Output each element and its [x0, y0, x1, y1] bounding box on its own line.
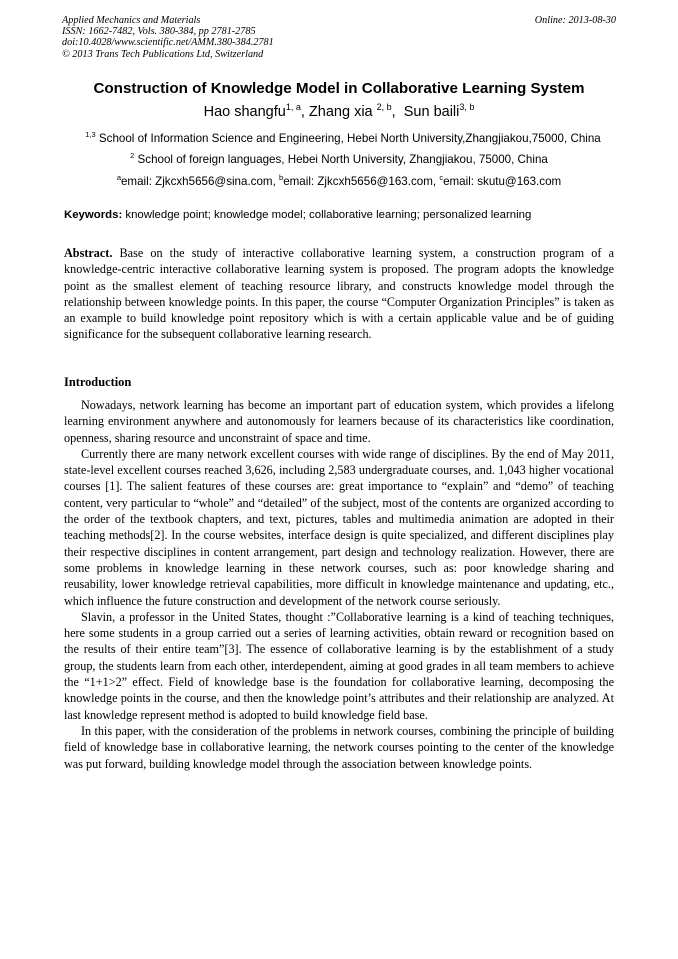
- affiliation-superscript: 1,3: [85, 130, 96, 139]
- email-line: [0, 175, 678, 188]
- introduction-body: [64, 397, 614, 772]
- email-superscript: b: [279, 173, 284, 182]
- keywords-label: Keywords:: [64, 209, 123, 221]
- keywords: [64, 209, 624, 221]
- online-date: Online: 2013-08-30: [534, 15, 616, 26]
- author-separator: ,: [391, 104, 404, 120]
- abstract-label: Abstract.: [64, 246, 113, 260]
- email-superscript: a: [116, 173, 121, 182]
- paragraph: Slavin, a professor in the United States, thought :”Collaborative learning is a kind of teaching techniques, here some students in a group carried out a series of learning activities, obtain reward or recognition based on the results of their entire team”[3]. The essence of collaborative learning is by the establishment of a study group, the students learn from each other, interdependent, aiming at good grades in all team members to achieve the “1+1>2” effect. Field of knowledge base is the foundation for collaborative learning, decomposing the knowledge points in the course, and then the knowledge point’s attributes and their relationship are analyzed. At last knowledge represent method is adopted to build knowledge field base.: [64, 609, 614, 722]
- author-name: Sun baili: [403, 104, 460, 120]
- author-superscript: 3, b: [459, 102, 475, 112]
- author-separator: ,: [300, 104, 309, 120]
- affiliation-2: [0, 153, 678, 166]
- paragraph: Nowadays, network learning has become an important part of education system, which provides a lifelong learning environment anywhere and autonomously for learners because of its characteristics like coordination, openness, sharing resource and unconstraint of space and time.: [64, 398, 614, 445]
- section-heading-introduction: Introduction: [64, 375, 132, 389]
- email-text: email: Zjkcxh5656@163.com,: [283, 175, 440, 188]
- affiliation-1: [4, 132, 678, 145]
- author-name: Zhang xia: [308, 104, 377, 120]
- journal-name: Applied Mechanics and Materials: [62, 15, 201, 26]
- paragraph: In this paper, with the consideration of the problems in network courses, combining the principle of building field of knowledge base in collaborative learning, the network courses pointing to the center of the knowledge was put forward, building knowledge model through the association between knowledge points.: [64, 723, 614, 771]
- email-superscript: c: [439, 173, 444, 182]
- email-text: email: skutu@163.com: [443, 175, 562, 188]
- copyright-line: © 2013 Trans Tech Publications Ltd, Switzerland: [62, 48, 264, 60]
- affiliation-text: School of foreign languages, Hebei North University, Zhangjiakou, 75000, China: [134, 153, 548, 166]
- paper-title: Construction of Knowledge Model in Collaborative Learning System: [93, 80, 585, 97]
- paragraph: Currently there are many network excellent courses with wide range of disciplines. By the end of May 2011, state-level excellent courses reached 3,626, including 2,583 undergraduate courses, and. 1,043 higher vocational courses [1]. The salient features of these courses are: great importance to “explain” and “demo” of teaching content, very particular to “whole” and “detailed” of the subject, most of the contents are organized according to the order of the textbook chapters, and text, pictures, tables and multimedia animation are adopted in their teaching methods[2]. In the course websites, interface design is quite specialized, and different disciplines play their respective disciplines in content arrangement, part design and technology realization. However, there are some problems in knowledge learning in these network courses, such as: poor knowledge sharing and reusability, lower knowledge retrieval capabilities, more difficult in knowledge maintenance and updating, etc., which influence the future construction and development of the network course seriously.: [64, 446, 614, 608]
- issn-line: ISSN: 1662-7482, Vols. 380-384, pp 2781-2785: [62, 26, 256, 38]
- journal-header: [62, 15, 616, 60]
- abstract-text: Base on the study of interactive collaborative learning system, a construction program of a knowledge-centric interactive collaborative learning system is proposed. The program adopts the knowledge point as the smallest element of teaching resource library, and constructs knowledge model through the relationship between knowledge points. In this paper, the course “Computer Organization Principles” is taken as an example to build knowledge point repository which is with a certain applicable value and be of guiding significance for the subsequent collaborative learning research.: [64, 246, 614, 342]
- author-name: Hao shangfu: [203, 104, 286, 120]
- doi-line: doi:10.4028/www.scientific.net/AMM.380-384.2781: [62, 37, 274, 49]
- affiliation-superscript: 2: [130, 151, 135, 160]
- affiliation-text: School of Information Science and Engineering, Hebei North University,Zhangjiakou,75000, China: [95, 132, 601, 145]
- abstract: [64, 245, 614, 343]
- author-line: [0, 104, 678, 120]
- author-superscript: 2, b: [376, 102, 392, 112]
- keywords-text: knowledge point; knowledge model; collaborative learning; personalized learning: [122, 209, 532, 221]
- email-text: email: Zjkcxh5656@sina.com,: [120, 175, 280, 188]
- author-superscript: 1, a: [285, 102, 301, 112]
